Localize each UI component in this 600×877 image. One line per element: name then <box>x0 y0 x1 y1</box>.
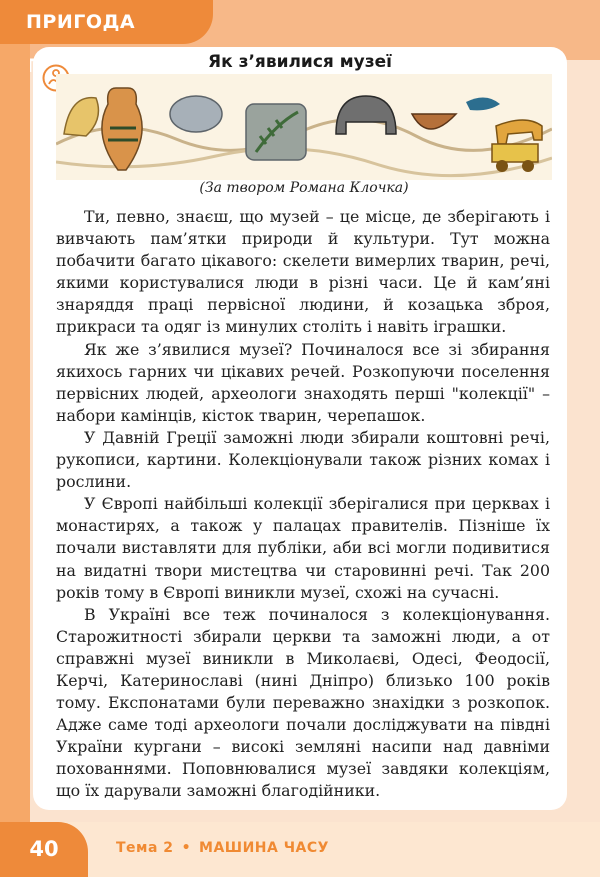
topic-label: Тема 2 <box>116 840 174 856</box>
stone-axe-icon <box>170 96 222 132</box>
topic-name: МАШИНА ЧАСУ <box>199 840 329 856</box>
page-number: 40 <box>0 822 88 877</box>
paragraph: Ти, певно, знаєш, що музей – це місце, де зберігають і вивчають пам’ятки природи й культури. Тут можна побачити багато цікавого: скелети вимерлих тварин, речі, якими користувалися люди в різні часи. Це й кам’яні знаряддя праці первісної людини, й козацька зброя, прикраси та одяг із минулих століть і навіть іграшки. <box>56 207 550 337</box>
separator: • <box>181 840 192 856</box>
footer-topic <box>116 840 329 856</box>
paragraph: У Давній Греції заможні люди збирали коштовні речі, рукописи, картини. Колекціонували також різних комах і рослини. <box>56 427 550 492</box>
paragraph: Як же з’явилися музеї? Починалося все зі збирання якихось гарних чи цікавих речей. Розкопуючи поселення первісних людей, археологи знаходять перші "колекції" – набори камінців, кісток тварин, черепашок. <box>56 339 550 425</box>
article-title: Як з’явилися музеї <box>208 52 392 72</box>
paragraph: В Україні все теж починалося з колекціонування. Старожитності збирали церкви та заможні люди, а от справжні музеї виникли в Миколаєві, Одесі, Феодосії, Керчі, Катеринославі (нині Дніпро) близько 100 років тому. Експонатами були переважно знахідки з розкопок. Адже саме тоді археологи почали досліджувати на півдні України кургани – високі земляні насипи над давніми похованнями. Поповнювалися музеї завдяки колекціям, що їх дарували заможні благодійники. <box>56 604 550 801</box>
article-source: (За твором Романа Клочка) <box>199 180 409 196</box>
section-header: ПРИГОДА <box>0 0 213 44</box>
article-body <box>56 206 550 803</box>
fossil-plant-icon <box>246 104 306 160</box>
left-strip <box>0 44 30 824</box>
museum-artifacts-illustration <box>56 74 552 180</box>
paragraph: У Європі найбільші колекції зберігалися при церквах і монастирях, а також у палацах правителів. Пізніше їх почали виставляти для публіки, аби всі могли подивитися на видатні твори мистецтва чи старовинні речі. Так 200 років тому в Європі виникли музеї, схожі на сучасні. <box>56 494 550 602</box>
